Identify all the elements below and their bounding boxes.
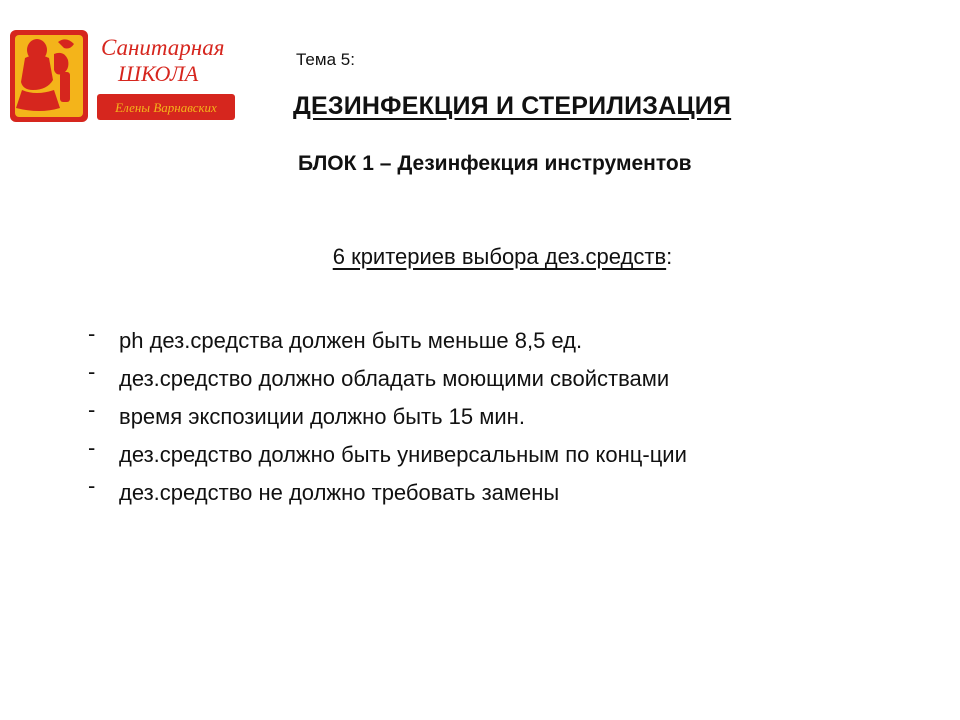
list-item-text: дез.средство не должно требовать замены — [119, 480, 560, 505]
criteria-heading-colon: : — [666, 244, 673, 269]
criteria-heading-text: 6 критериев выбора дез.средств — [332, 244, 667, 269]
page-title: ДЕЗИНФЕКЦИЯ И СТЕРИЛИЗАЦИЯ — [293, 92, 732, 120]
list-item-text: время экспозиции должно быть 15 мин. — [119, 404, 525, 429]
list-item-text: дез.средство должно обладать моющими свойствами — [119, 366, 670, 391]
list-item — [88, 398, 687, 436]
list-item — [88, 436, 687, 474]
topic-label: Тема 5: — [296, 50, 355, 69]
block-subtitle: БЛОК 1 – Дезинфекция инструментов — [298, 152, 692, 175]
logo-line2: ШКОЛА — [118, 61, 199, 86]
list-item-text: дез.средство должно быть универсальным по конц-ции — [119, 442, 687, 467]
criteria-heading — [0, 244, 960, 270]
criteria-list — [88, 322, 687, 512]
list-item — [88, 474, 687, 512]
list-item — [88, 360, 687, 398]
logo-graphic — [10, 28, 236, 124]
bullet-dash: - — [88, 359, 96, 384]
logo-line1: Санитарная — [101, 35, 225, 60]
bullet-dash: - — [88, 435, 96, 460]
bullet-dash: - — [88, 397, 96, 422]
school-logo — [10, 28, 236, 124]
bullet-dash: - — [88, 321, 96, 346]
list-item — [88, 322, 687, 360]
bullet-dash: - — [88, 473, 96, 498]
logo-banner-text: Елены Варнавских — [115, 100, 217, 115]
list-item-text: ph дез.средства должен быть меньше 8,5 ед. — [119, 328, 583, 353]
